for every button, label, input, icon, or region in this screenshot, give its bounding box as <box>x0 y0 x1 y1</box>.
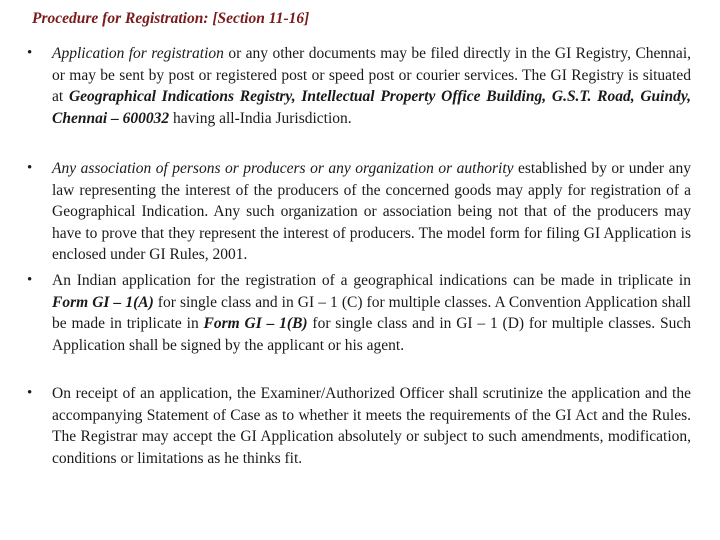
list-item <box>27 270 691 356</box>
item-text-bold-italic: Form GI – 1(A) <box>52 293 154 311</box>
item-text-italic: Application for registration <box>52 45 224 62</box>
item-text-plain: established by or under any law representing the interest of the producers of the concerned goods may apply for registration of a Geographical Indication. Any such organization or association being not that of the producers may have to prove that they represent the interest of producers. The model form for filing GI Application is enclosed under GI Rules, 2001. <box>52 160 691 263</box>
page-title: Procedure for Registration: [Section 11-16] <box>32 10 310 27</box>
bullet-icon: • <box>27 385 33 401</box>
bullet-icon: • <box>27 45 33 61</box>
item-text-plain: for single class and in GI – 1 (C) for multiple classes. A Convention Application shall be made in triplicate in <box>52 293 691 332</box>
item-text-plain: for single class and in GI – 1 (D) for multiple classes. Such Application shall be signed by the applicant or his agent. <box>52 315 692 354</box>
item-text-plain: having all-India Jurisdiction. <box>169 109 352 127</box>
item-text <box>52 270 691 356</box>
item-text-italic: Any association of persons or producers or any organization or authority <box>52 160 514 177</box>
item-text <box>52 158 691 266</box>
item-text-bold-italic: Geographical Indications Registry, Intellectual Property Office Building, G.S.T. Road, Guindy, Chennai – 600032 <box>52 88 692 127</box>
item-text-plain: or any other documents may be filed directly in the GI Registry, Chennai, or may be sent by post or registered post or speed post or courier services. The GI Registry is situated at <box>52 45 691 105</box>
list-item <box>27 43 691 129</box>
bullet-icon: • <box>27 160 33 176</box>
item-text <box>52 43 691 129</box>
item-text-plain: An Indian application for the registration of a geographical indications can be made in triplicate in <box>52 272 691 289</box>
item-text-plain: On receipt of an application, the Examiner/Authorized Officer shall scrutinize the application and the accompanying Statement of Case as to whether it meets the requirements of the GI Act and the Rules. The Registrar may accept the GI Application absolutely or subject to such amendments, modification, conditions or limitations as he thinks fit. <box>52 385 691 467</box>
list-item <box>27 158 691 266</box>
item-text-bold-italic: Form GI – 1(B) <box>203 315 308 332</box>
list-item <box>27 383 691 469</box>
item-text <box>52 383 691 469</box>
bullet-icon: • <box>27 272 33 288</box>
